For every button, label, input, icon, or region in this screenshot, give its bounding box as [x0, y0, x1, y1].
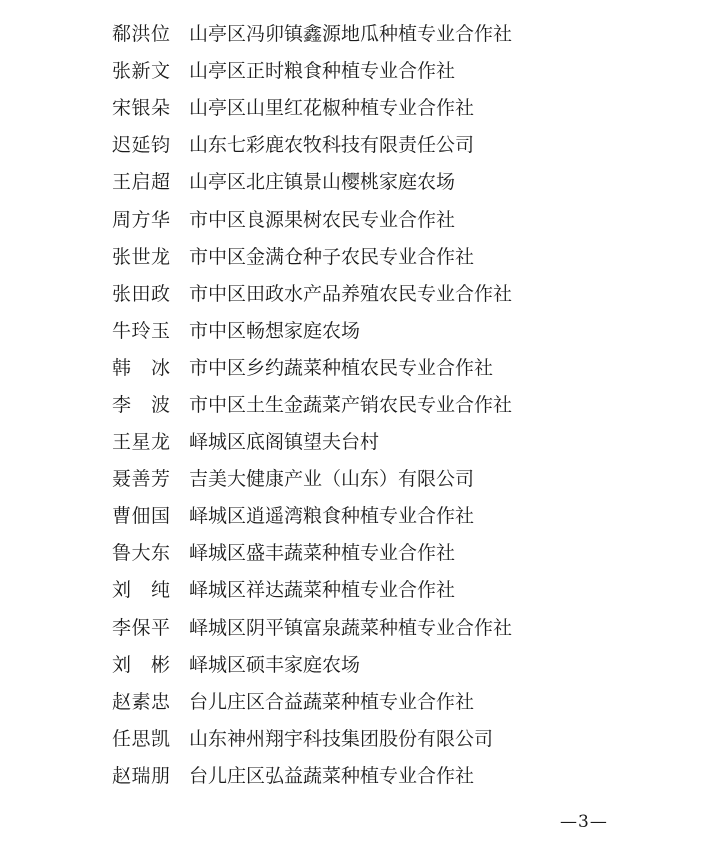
honoree-list — [112, 14, 512, 793]
person-name: 赵素忠 — [112, 690, 170, 713]
list-item — [112, 348, 512, 385]
person-name: 迟延钧 — [112, 134, 170, 157]
list-item — [112, 533, 512, 570]
person-name: 赵瑞朋 — [112, 764, 170, 787]
organization-name: 峄城区逍遥湾粮食种植专业合作社 — [189, 505, 475, 528]
organization-name: 市中区金满仓种子农民专业合作社 — [189, 245, 475, 268]
list-item — [112, 496, 512, 533]
list-item — [112, 682, 512, 719]
list-item — [112, 199, 512, 236]
organization-name: 市中区畅想家庭农场 — [189, 319, 361, 342]
organization-name: 山亭区山里红花椒种植专业合作社 — [189, 97, 475, 120]
list-item — [112, 385, 512, 422]
person-name: 郗洪位 — [112, 23, 170, 46]
person-name: 王启超 — [112, 171, 170, 194]
organization-name: 山亭区正时粮食种植专业合作社 — [189, 60, 456, 83]
person-name: 刘彬 — [112, 653, 170, 676]
list-item — [112, 51, 512, 88]
person-name: 刘纯 — [112, 579, 170, 602]
person-name: 曹佃国 — [112, 505, 170, 528]
organization-name: 峄城区盛丰蔬菜种植专业合作社 — [189, 542, 456, 565]
person-name: 王星龙 — [112, 431, 170, 454]
list-item — [112, 125, 512, 162]
person-name: 聂善芳 — [112, 468, 170, 491]
list-item — [112, 756, 512, 793]
list-item — [112, 645, 512, 682]
organization-name: 台儿庄区弘益蔬菜种植专业合作社 — [189, 764, 475, 787]
organization-name: 山亭区北庄镇景山樱桃家庭农场 — [189, 171, 456, 194]
organization-name: 山东七彩鹿农牧科技有限责任公司 — [189, 134, 475, 157]
person-name: 周方华 — [112, 208, 170, 231]
organization-name: 吉美大健康产业（山东）有限公司 — [189, 468, 475, 491]
organization-name: 市中区良源果树农民专业合作社 — [189, 208, 456, 231]
organization-name: 市中区乡约蔬菜种植农民专业合作社 — [189, 356, 494, 379]
list-item — [112, 274, 512, 311]
list-item — [112, 237, 512, 274]
person-name: 鲁大东 — [112, 542, 170, 565]
person-name: 牛玲玉 — [112, 319, 170, 342]
organization-name: 峄城区阴平镇富泉蔬菜种植专业合作社 — [189, 616, 513, 639]
list-item — [112, 608, 512, 645]
organization-name: 山东神州翔宇科技集团股份有限公司 — [189, 727, 494, 750]
list-item — [112, 162, 512, 199]
person-name: 李保平 — [112, 616, 170, 639]
person-name: 任思凯 — [112, 727, 170, 750]
list-item — [112, 570, 512, 607]
organization-name: 市中区土生金蔬菜产销农民专业合作社 — [189, 393, 513, 416]
organization-name: 峄城区祥达蔬菜种植专业合作社 — [189, 579, 456, 602]
person-name: 李波 — [112, 393, 170, 416]
person-name: 张世龙 — [112, 245, 170, 268]
organization-name: 台儿庄区合益蔬菜种植专业合作社 — [189, 690, 475, 713]
organization-name: 山亭区冯卯镇鑫源地瓜种植专业合作社 — [189, 23, 513, 46]
person-name: 张新文 — [112, 60, 170, 83]
person-name: 宋银朵 — [112, 97, 170, 120]
list-item — [112, 459, 512, 496]
person-name: 韩冰 — [112, 356, 170, 379]
list-item — [112, 88, 512, 125]
list-item — [112, 422, 512, 459]
list-item — [112, 719, 512, 756]
page-number: —3— — [560, 812, 608, 832]
list-item — [112, 14, 512, 51]
list-item — [112, 311, 512, 348]
organization-name: 峄城区硕丰家庭农场 — [189, 653, 361, 676]
organization-name: 峄城区底阁镇望夫台村 — [189, 431, 380, 454]
person-name: 张田政 — [112, 282, 170, 305]
organization-name: 市中区田政水产品养殖农民专业合作社 — [189, 282, 513, 305]
